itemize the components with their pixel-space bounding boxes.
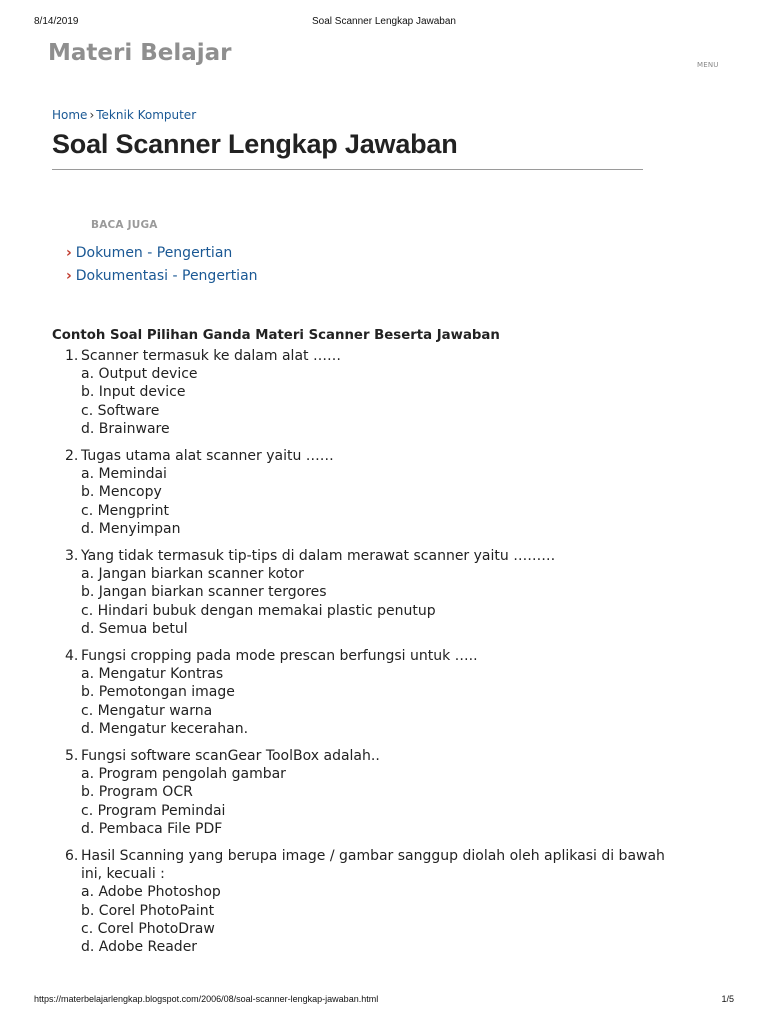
option-item: b. Program OCR — [81, 784, 193, 801]
option-item: d. Menyimpan — [81, 520, 181, 537]
print-header — [34, 16, 734, 30]
question-item — [65, 847, 665, 956]
option-item: a. Jangan biarkan scanner kotor — [81, 566, 304, 583]
question-text: Tugas utama alat scanner yaitu …… — [81, 448, 334, 465]
breadcrumb — [52, 108, 196, 122]
question-item — [65, 547, 665, 638]
chevron-right-icon: › — [66, 268, 72, 284]
menu-button[interactable]: MENU — [697, 61, 719, 69]
question-item — [65, 647, 665, 738]
option-item: d. Brainware — [81, 420, 170, 437]
related-post-item — [66, 266, 258, 289]
question-number: 4. — [65, 648, 79, 665]
print-date: 8/14/2019 — [34, 16, 79, 27]
option-item: d. Mengatur kecerahan. — [81, 720, 249, 737]
question-number: 2. — [65, 448, 79, 465]
question-number: 1. — [65, 348, 79, 364]
question-number: 6. — [65, 848, 79, 865]
related-post-link[interactable]: Dokumentasi - Pengertian — [75, 268, 258, 284]
question-text: Yang tidak termasuk tip-tips di dalam merawat scanner yaitu ……… — [81, 548, 556, 565]
option-item: c. Mengprint — [81, 502, 169, 519]
option-item: b. Pemotongan image — [81, 684, 235, 701]
question-item — [65, 347, 665, 438]
option-item: b. Jangan biarkan scanner tergores — [81, 584, 327, 601]
option-item: d. Semua betul — [81, 620, 188, 637]
breadcrumb-category-link[interactable]: Teknik Komputer — [96, 108, 197, 122]
print-page-number: 1/5 — [721, 994, 734, 1004]
question-list — [65, 347, 665, 965]
print-page-title: Soal Scanner Lengkap Jawaban — [312, 16, 456, 27]
option-list — [65, 765, 665, 838]
print-url: https://materbelajarlengkap.blogspot.com/2006/08/soal-scanner-lengkap-jawaban.html — [34, 994, 379, 1004]
option-item: c. Mengatur warna — [81, 702, 213, 719]
question-number: 3. — [65, 548, 79, 565]
question-item — [65, 747, 665, 838]
question-number: 5. — [65, 748, 79, 765]
option-list — [65, 665, 665, 738]
question-text: Fungsi cropping pada mode prescan berfungsi untuk ….. — [81, 648, 478, 665]
option-item: a. Output device — [81, 366, 198, 383]
option-item: b. Mencopy — [81, 484, 162, 501]
option-item: d. Pembaca File PDF — [81, 820, 223, 837]
question-text: Fungsi software scanGear ToolBox adalah.. — [81, 748, 380, 765]
option-list — [65, 883, 665, 956]
related-post-link[interactable]: Dokumen - Pengertian — [75, 245, 233, 261]
breadcrumb-separator: › — [89, 108, 95, 122]
option-item: b. Input device — [81, 384, 186, 401]
title-divider — [52, 169, 643, 170]
page-title: Soal Scanner Lengkap Jawaban — [52, 129, 458, 159]
option-item: c. Hindari bubuk dengan memakai plastic penutup — [81, 602, 436, 619]
option-item: c. Program Pemindai — [81, 802, 226, 819]
related-posts-label: BACA JUGA — [91, 219, 158, 231]
option-list — [65, 565, 665, 638]
question-item — [65, 447, 665, 538]
question-text: Scanner termasuk ke dalam alat …… — [81, 348, 341, 364]
print-footer — [34, 994, 734, 1008]
option-item: d. Adobe Reader — [81, 939, 198, 956]
related-post-item — [66, 243, 258, 266]
option-item: b. Corel PhotoPaint — [81, 902, 215, 919]
section-heading: Contoh Soal Pilihan Ganda Materi Scanner Beserta Jawaban — [52, 328, 500, 343]
chevron-right-icon: › — [66, 245, 72, 261]
site-title-link[interactable]: Materi Belajar — [48, 40, 232, 66]
option-item: c. Corel PhotoDraw — [81, 920, 215, 937]
option-list — [65, 365, 665, 438]
option-item: a. Program pengolah gambar — [81, 766, 286, 783]
option-item: c. Software — [81, 402, 160, 419]
option-item: a. Adobe Photoshop — [81, 884, 221, 901]
option-list — [65, 465, 665, 538]
option-item: a. Memindai — [81, 466, 167, 483]
question-text: Hasil Scanning yang berupa image / gambar sanggup diolah oleh aplikasi di bawah ini, kecuali : — [81, 848, 665, 883]
option-item: a. Mengatur Kontras — [81, 666, 224, 683]
breadcrumb-home-link[interactable]: Home — [52, 108, 88, 122]
related-posts-list — [66, 243, 258, 289]
